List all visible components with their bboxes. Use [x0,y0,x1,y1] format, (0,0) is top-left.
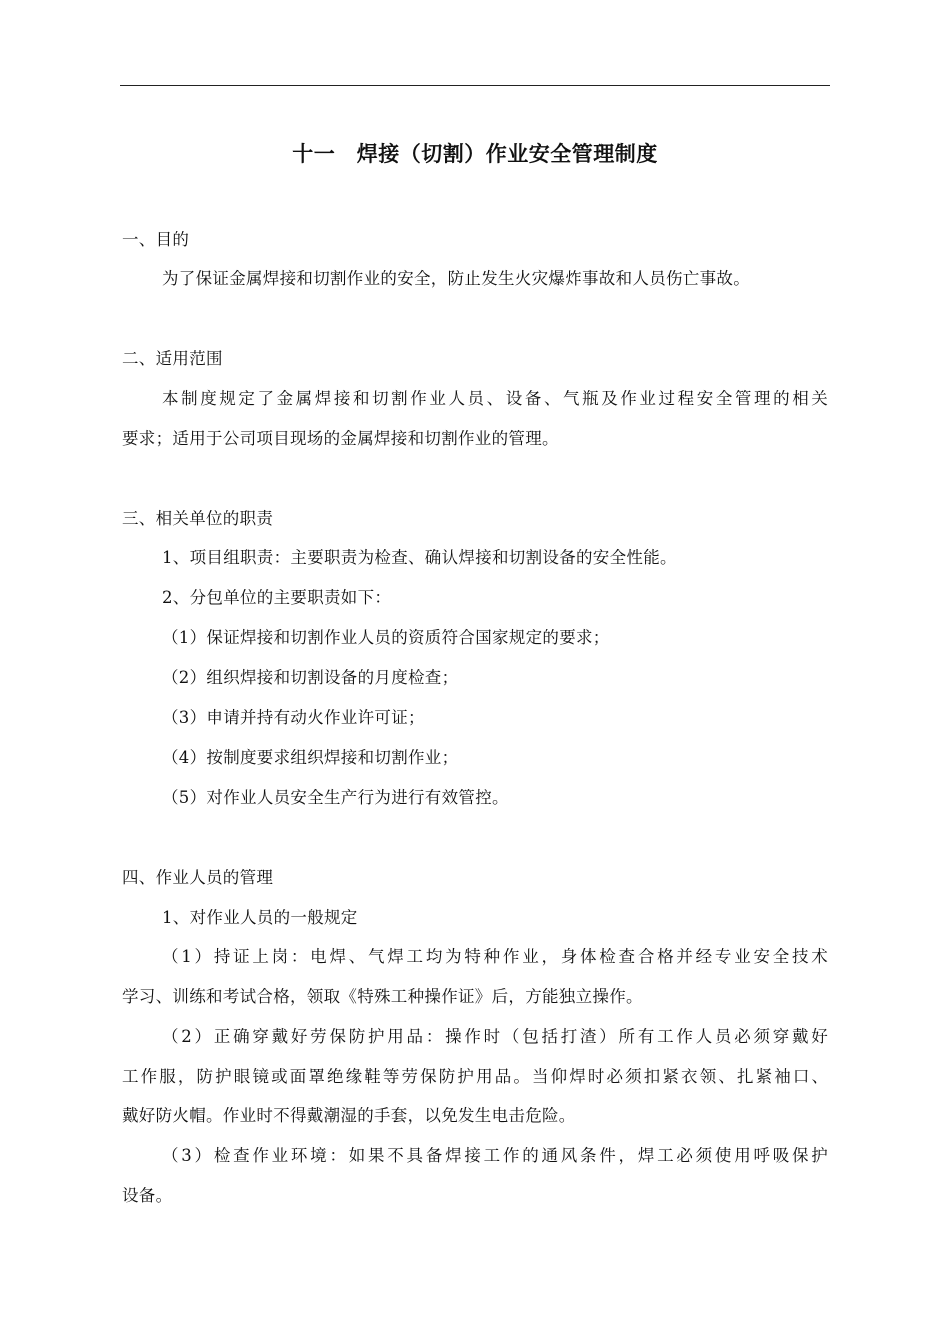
personnel-rule-2-line-2: 工作服，防护眼镜或面罩绝缘鞋等劳保防护用品。当仰焊时必须扣紧衣领、扎紧袖口、 [122,1067,828,1086]
personnel-item-1: 1、对作业人员的一般规定 [162,908,358,927]
header-rule [120,85,830,86]
responsibility-subitem-4: （4）按制度要求组织焊接和切割作业； [162,748,459,767]
section-heading-scope: 二、适用范围 [122,349,223,368]
responsibility-subitem-5: （5）对作业人员安全生产行为进行有效管控。 [162,788,509,807]
personnel-rule-1-line-1: （1）持证上岗：电焊、气焊工均为特种作业，身体检查合格并经专业安全技术 [162,947,828,966]
scope-paragraph-line-1: 本制度规定了金属焊接和切割作业人员、设备、气瓶及作业过程安全管理的相关 [162,389,828,408]
personnel-rule-1-line-2: 学习、训练和考试合格，领取《特殊工种操作证》后，方能独立操作。 [122,987,643,1006]
responsibility-item-1: 1、项目组职责：主要职责为检查、确认焊接和切割设备的安全性能。 [162,548,677,567]
personnel-rule-2-line-1: （2）正确穿戴好劳保防护用品：操作时（包括打渣）所有工作人员必须穿戴好 [162,1027,828,1046]
scope-paragraph-line-2: 要求；适用于公司项目现场的金属焊接和切割作业的管理。 [122,429,559,448]
section-heading-personnel: 四、作业人员的管理 [122,868,274,887]
section-heading-responsibilities: 三、相关单位的职责 [122,509,274,528]
responsibility-item-2: 2、分包单位的主要职责如下： [162,588,392,607]
section-heading-purpose: 一、目的 [122,230,190,249]
purpose-paragraph: 为了保证金属焊接和切割作业的安全，防止发生火灾爆炸事故和人员伤亡事故。 [162,269,750,288]
responsibility-subitem-2: （2）组织焊接和切割设备的月度检查； [162,668,459,687]
personnel-rule-3-line-1: （3）检查作业环境：如果不具备焊接工作的通风条件，焊工必须使用呼吸保护 [162,1146,828,1165]
personnel-rule-3-line-2: 设备。 [122,1186,173,1205]
personnel-rule-2-line-3: 戴好防火帽。作业时不得戴潮湿的手套，以免发生电击危险。 [122,1106,576,1125]
document-title: 十一 焊接（切割）作业安全管理制度 [292,141,658,166]
responsibility-subitem-3: （3）申请并持有动火作业许可证； [162,708,425,727]
responsibility-subitem-1: （1）保证焊接和切割作业人员的资质符合国家规定的要求； [162,628,610,647]
